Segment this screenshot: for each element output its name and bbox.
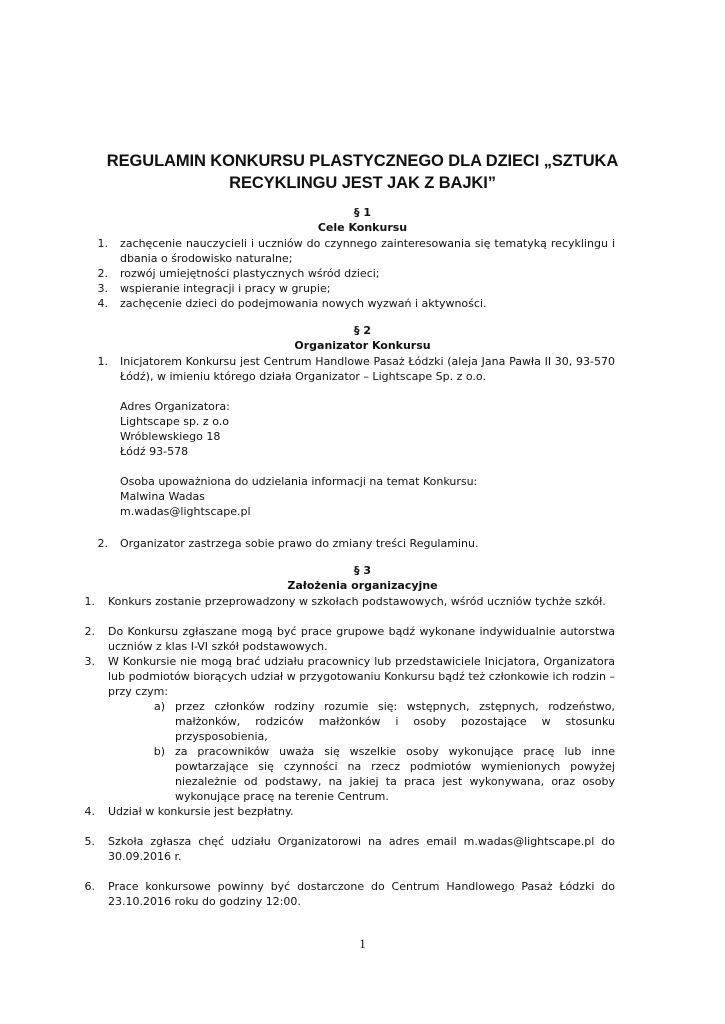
section-3-heading: Założenia organizacyjne [287, 579, 438, 592]
section-1-heading: Cele Konkursu [317, 221, 408, 234]
page-number: 1 [359, 936, 366, 951]
s3-item-4-number: 4. [84, 805, 95, 818]
s1-item-1-number: 1. [97, 237, 108, 250]
section-1-mark: § 1 [354, 206, 371, 219]
contact-person-label: Osoba upoważniona do udzielania informacji na temat Konkursu: [120, 475, 478, 488]
section-2-heading: Organizator Konkursu [294, 339, 431, 352]
s2-item-2-text: Organizator zastrzega sobie prawo do zmiany treści Regulaminu. [120, 537, 479, 550]
s3-item-2-text: Do Konkursu zgłaszane mogą być prace grupowe bądź wykonane indywidualnie autorstwa uczniów z klas I-VI szkół podstawowych. [108, 625, 615, 653]
contact-person-email: m.wadas@lightscape.pl [120, 505, 251, 518]
s3-sub-a-label: a) [153, 700, 165, 713]
s2-item-1-text: Inicjatorem Konkursu jest Centrum Handlowe Pasaż Łódzki (aleja Jana Pawła II 30, 93-570 Łódź), w imieniu którego działa Organizator – Lightscape Sp. z o.o. [120, 355, 615, 383]
s3-item-1-number: 1. [84, 595, 95, 608]
s1-item-2-text: rozwój umiejętności plastycznych wśród dzieci; [120, 267, 380, 280]
s1-item-2-number: 2. [97, 267, 108, 280]
section-3-mark: § 3 [354, 564, 371, 577]
s2-item-1-number: 1. [97, 355, 108, 368]
organizer-company: Lightscape sp. z o.o [120, 415, 229, 428]
s1-item-3-text: wspieranie integracji i pracy w grupie; [120, 282, 331, 295]
s3-item-2-number: 2. [84, 625, 95, 638]
s3-sub-b-text: za pracowników uważa się wszelkie osoby wykonujące pracę lub inne powtarzające się czynności na rzecz podmiotów wymienionych powyżej niezależnie od podstawy, na jakiej ta praca jest wykonywana, oraz osoby wykonujące pracę na terenie Centrum. [175, 745, 615, 803]
section-2-mark: § 2 [354, 324, 371, 337]
s1-item-4-number: 4. [97, 297, 108, 310]
s3-item-5-number: 5. [84, 835, 95, 848]
title-line-1: REGULAMIN KONKURSU PLASTYCZNEGO DLA DZIECI „SZTUKA [106, 152, 619, 170]
organizer-address-label: Adres Organizatora: [120, 400, 230, 413]
title-line-2: RECYKLINGU JEST JAK Z BAJKI” [229, 174, 496, 192]
s3-sub-b-label: b) [153, 745, 165, 758]
s3-item-4-text: Udział w konkursie jest bezpłatny. [108, 805, 294, 818]
s3-item-6-number: 6. [84, 880, 95, 893]
contact-person-name: Malwina Wadas [120, 490, 205, 503]
s3-item-5-text: Szkoła zgłasza chęć udziału Organizatorowi na adres email m.wadas@lightscape.pl do 30.09.2016 r. [108, 835, 615, 863]
s3-item-1-text: Konkurs zostanie przeprowadzony w szkołach podstawowych, wśród uczniów tychże szkół. [108, 595, 606, 608]
s3-sub-a-text: przez członków rodziny rozumie się: wstępnych, zstępnych, rodzeństwo, małżonków, rodziców małżonków i osoby pozostające w stosunku przysposobienia, [175, 700, 615, 743]
organizer-street: Wróblewskiego 18 [120, 430, 221, 443]
s3-item-3-number: 3. [84, 655, 95, 668]
s1-item-4-text: zachęcenie dzieci do podejmowania nowych wyzwań i aktywności. [120, 297, 487, 310]
organizer-city: Łódź 93-578 [120, 445, 189, 458]
s3-item-6-text: Prace konkursowe powinny być dostarczone do Centrum Handlowego Pasaż Łódzki do 23.10.2016 roku do godziny 12:00. [108, 880, 615, 908]
s1-item-3-number: 3. [97, 282, 108, 295]
s2-item-2-number: 2. [97, 537, 108, 550]
document-title [90, 150, 635, 194]
s1-item-1-text: zachęcenie nauczycieli i uczniów do czynnego zainteresowania się tematyką recyklingu i dbania o środowisko naturalne; [120, 237, 615, 265]
s3-item-3-text: W Konkursie nie mogą brać udziału pracownicy lub przedstawiciele Inicjatora, Organizatora lub podmiotów biorących udział w przygotowaniu Konkursu bądź też członkowie ich rodzin – przy czym: [108, 655, 615, 698]
